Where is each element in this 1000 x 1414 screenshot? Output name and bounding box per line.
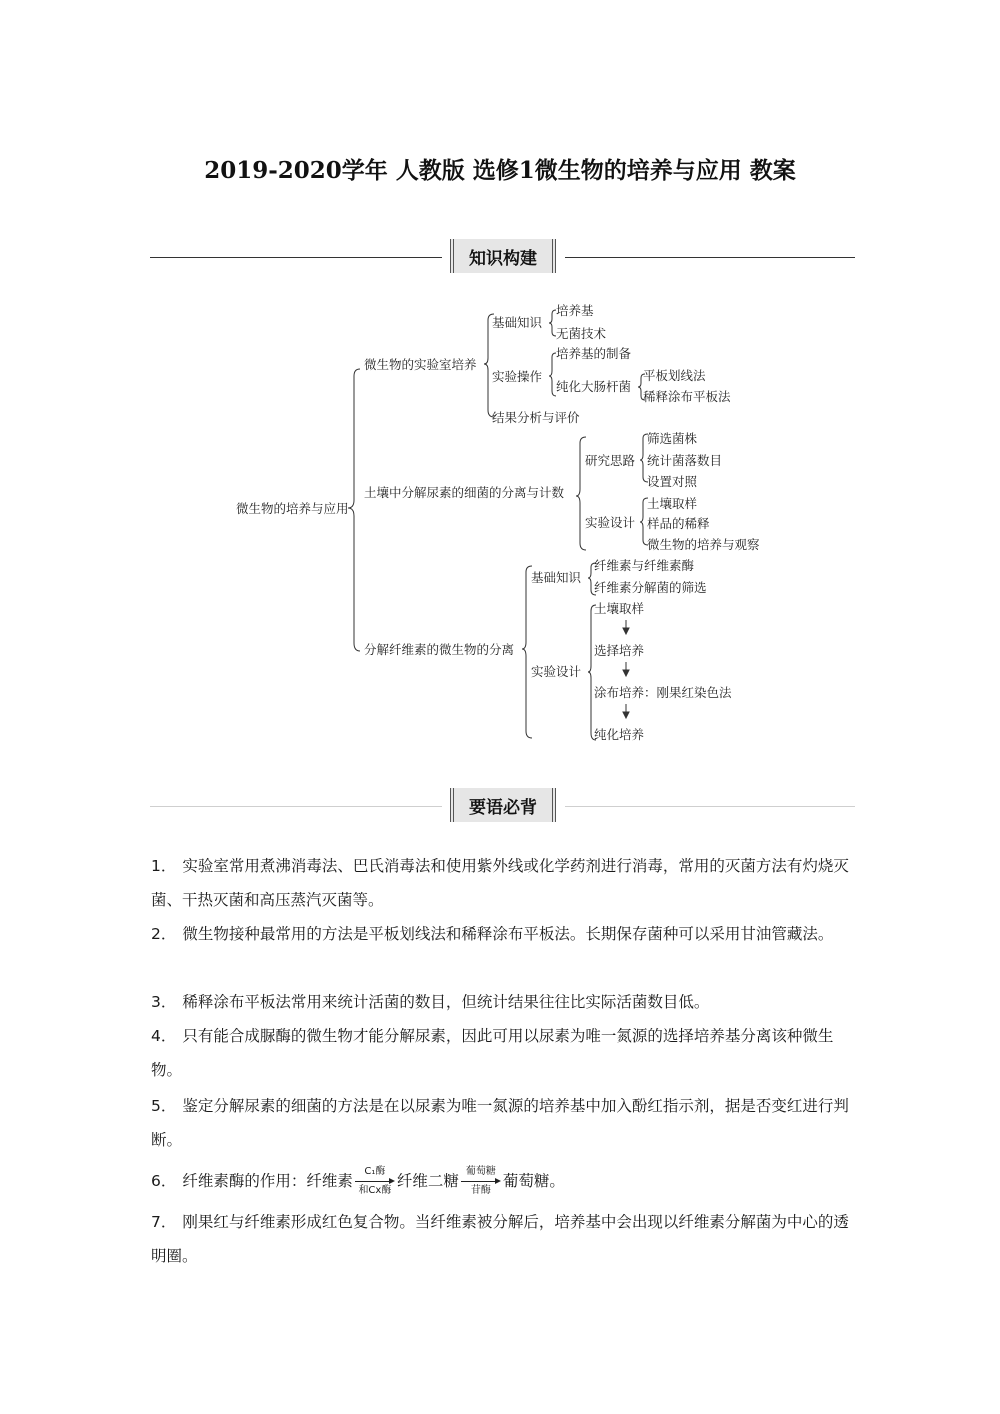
section-divider — [565, 806, 855, 807]
point-number: 3． — [151, 993, 177, 1011]
b2-design-item: 样品的稀释 — [647, 516, 710, 531]
key-point — [151, 1205, 851, 1273]
point-number: 2． — [151, 925, 177, 943]
reaction-arrow-1 — [354, 1166, 396, 1196]
key-point — [151, 917, 851, 951]
mindmap-brace-root — [348, 369, 360, 651]
b1-result: 结果分析与评价 — [492, 410, 580, 425]
key-point — [151, 1019, 851, 1087]
b3-design: 实验设计 — [531, 664, 582, 679]
reaction-intermediate: 纤维二糖 — [396, 1172, 459, 1190]
point-text: 刚果红与纤维素形成红色复合物。当纤维素被分解后，培养基中会出现以纤维素分解菌为中心的透明圈。 — [151, 1213, 849, 1265]
b1-basics-item: 无菌技术 — [556, 326, 607, 341]
flow-arrow-icon — [623, 620, 629, 634]
b2-design: 实验设计 — [585, 515, 636, 530]
b3-step: 选择培养 — [594, 643, 645, 658]
b2-research-item: 统计菌落数目 — [647, 453, 723, 468]
arrow-1-enzyme-top: C₁酶 — [364, 1166, 386, 1177]
page-title: 2019-2020学年 人教版 选修1微生物的培养与应用 教案 — [204, 157, 796, 184]
point-number: 5． — [151, 1097, 177, 1115]
b1-purify-item: 平板划线法 — [643, 368, 706, 383]
arrow-right-icon — [355, 1177, 395, 1185]
key-point — [151, 1089, 851, 1157]
reaction-substrate: 纤维素酶的作用：纤维素 — [182, 1172, 353, 1190]
arrow-1-enzyme-bottom: 和Cx酶 — [358, 1185, 392, 1196]
arrow-right-icon — [461, 1177, 501, 1185]
flow-arrow-icon — [623, 662, 629, 676]
mindmap-root: 微生物的培养与应用 — [236, 501, 349, 516]
point-number: 4． — [151, 1027, 177, 1045]
b2-research: 研究思路 — [585, 453, 636, 468]
b3-basics-item: 纤维素与纤维素酶 — [594, 558, 695, 573]
b3-step: 涂布培养：刚果红染色法 — [594, 685, 732, 700]
flow-arrow-icon — [623, 704, 629, 718]
point-text: 只有能合成脲酶的微生物才能分解尿素，因此可用以尿素为唯一氮源的选择培养基分离该种微生物。 — [151, 1027, 834, 1079]
arrow-2-enzyme-bottom: 苷酶 — [470, 1185, 491, 1196]
branch-urea-bacteria: 土壤中分解尿素的细菌的分离与计数 — [364, 485, 565, 500]
point-text: 实验室常用煮沸消毒法、巴氏消毒法和使用紫外线或化学药剂进行消毒，常用的灭菌方法有灼烧灭菌、干热灭菌和高压蒸汽灭菌等。 — [151, 857, 849, 909]
mindmap-brace-b1-basics — [549, 310, 556, 336]
b2-research-item: 设置对照 — [647, 474, 698, 489]
b1-ops-item: 培养基的制备 — [556, 346, 632, 361]
point-text: 鉴定分解尿素的细菌的方法是在以尿素为唯一氮源的培养基中加入酚红指示剂，据是否变红进行判断。 — [151, 1097, 849, 1149]
section-tag-keypoints: 要语必背 — [450, 788, 556, 822]
point-text: 微生物接种最常用的方法是平板划线法和稀释涂布平板法。长期保存菌种可以采用甘油管藏法。 — [182, 925, 834, 943]
point-number: 7． — [151, 1213, 177, 1231]
key-point — [151, 849, 851, 917]
b3-step: 土壤取样 — [594, 601, 645, 616]
b3-basics: 基础知识 — [531, 570, 582, 585]
point-number: 6． — [151, 1172, 177, 1190]
b3-basics-item: 纤维素分解菌的筛选 — [594, 580, 707, 595]
key-point-reaction — [151, 1164, 851, 1198]
mindmap-brace-b3-design — [588, 605, 596, 740]
b1-basics-item: 培养基 — [556, 303, 594, 318]
key-point — [151, 985, 851, 1019]
reaction-product: 葡萄糖。 — [502, 1172, 565, 1190]
b1-ops: 实验操作 — [492, 369, 543, 384]
reaction-arrow-2 — [460, 1166, 502, 1196]
b1-basics: 基础知识 — [492, 315, 543, 330]
b3-step: 纯化培养 — [594, 727, 645, 742]
point-number: 1． — [151, 857, 177, 875]
point-text: 稀释涂布平板法常用来统计活菌的数目，但统计结果往往比实际活菌数目低。 — [182, 993, 710, 1011]
section-divider — [150, 806, 442, 807]
arrow-2-enzyme-top: 葡萄糖 — [465, 1166, 496, 1177]
section-tag-knowledge: 知识构建 — [450, 239, 556, 273]
b2-research-item: 筛选菌株 — [647, 431, 698, 446]
b2-design-item: 土壤取样 — [647, 496, 698, 511]
b1-purify-item: 稀释涂布平板法 — [643, 389, 731, 404]
mindmap-brace-b3 — [522, 566, 532, 738]
mindmap-brace-b1-ops — [549, 353, 556, 396]
branch-lab-culture: 微生物的实验室培养 — [364, 357, 477, 372]
b2-design-item: 微生物的培养与观察 — [647, 537, 760, 552]
b1-ops-item: 纯化大肠杆菌 — [556, 379, 632, 394]
branch-cellulose: 分解纤维素的微生物的分离 — [364, 642, 515, 657]
